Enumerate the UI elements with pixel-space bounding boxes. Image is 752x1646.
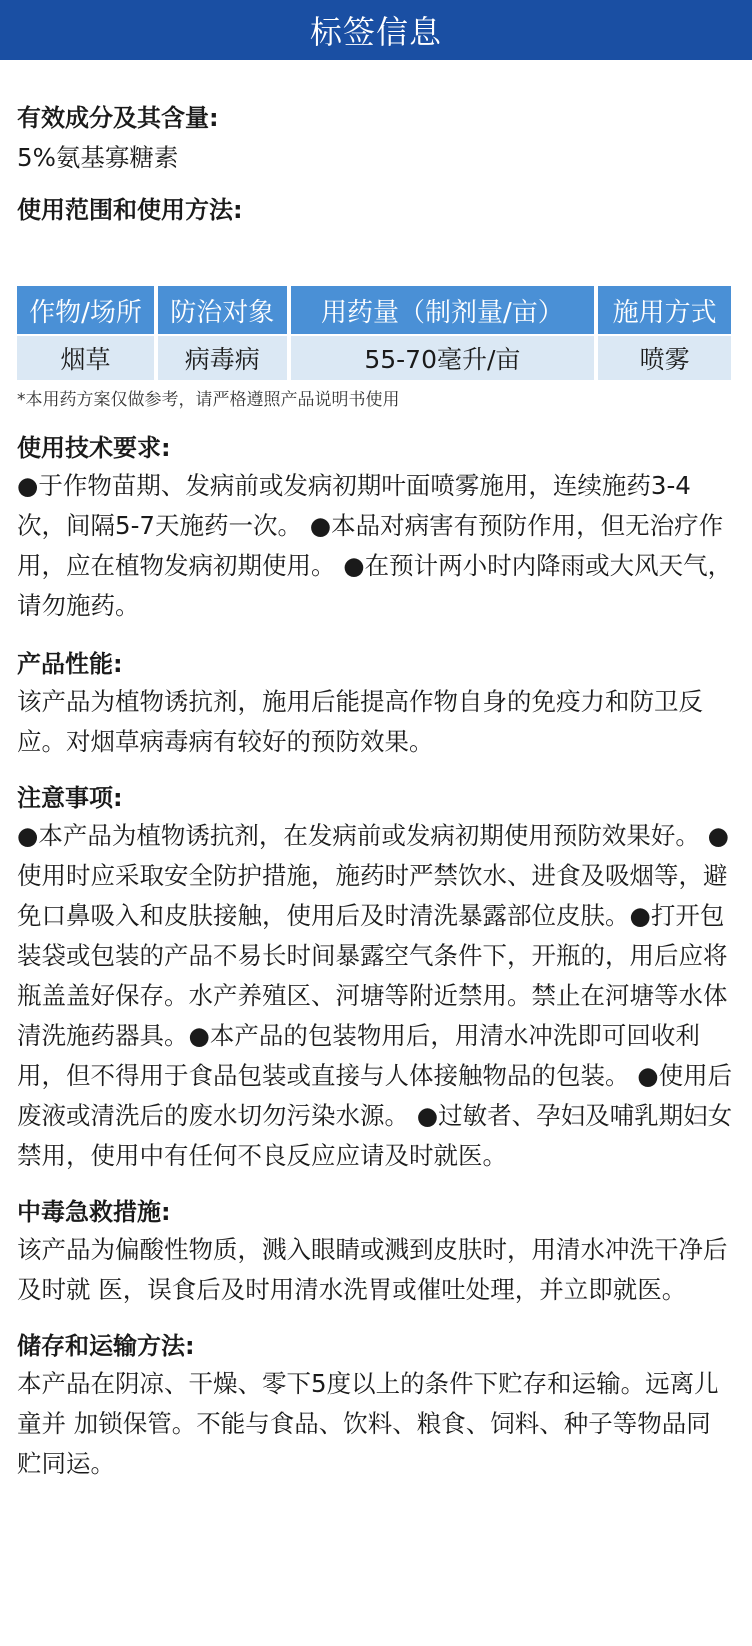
- technique-heading: 使用技术要求:: [17, 434, 171, 462]
- technique-body: ●于作物苗期、发病前或发病初期叶面喷雾施用，连续施药3-4次，间隔5-7天施药一次。 ●本品对病害有预防作用，但无治疗作用，应在植物发病初期使用。 ●在预计两小时内降雨或大风天气，请勿施药。: [17, 471, 733, 620]
- page-header: [0, 0, 752, 60]
- ingredients-section: [17, 100, 735, 178]
- column-header-target: 防治对象: [158, 286, 287, 334]
- storage-section: [17, 1328, 735, 1484]
- cell-method: 喷雾: [598, 336, 731, 380]
- column-header-dosage: 用药量（制剂量/亩）: [291, 286, 595, 334]
- ingredients-heading: 有效成分及其含量:: [17, 104, 219, 132]
- dosage-table-header: [17, 286, 731, 334]
- storage-heading: 储存和运输方法:: [17, 1332, 195, 1360]
- precautions-body: ●本产品为植物诱抗剂，在发病前或发病初期使用预防效果好。 ●使用时应采取安全防护措施，施药时严禁饮水、进食及吸烟等，避免口鼻吸入和皮肤接触，使用后及时清洗暴露部位皮肤。●打开包装袋或包装的产品不易长时间暴露空气条件下，开瓶的，用后应将瓶盖盖好保存。水产养殖区、河塘等附近禁用。禁止在河塘等水体清洗施药器具。●本产品的包装物用后，用清水冲洗即可回收利用，但不得用于食品包装或直接与人体接触物品的包装。 ●使用后废液或清洗后的废水切勿污染水源。 ●过敏者、孕妇及哺乳期妇女禁用，使用中有任何不良反应应请及时就医。: [17, 821, 733, 1170]
- first-aid-body: 该产品为偏酸性物质，溅入眼睛或溅到皮肤时，用清水冲洗干净后及时就 医，误食后及时用清水洗胃或催吐处理，并立即就医。: [17, 1235, 728, 1304]
- precautions-heading: 注意事项:: [17, 784, 123, 812]
- dosage-table: [13, 284, 735, 382]
- first-aid-heading: 中毒急救措施:: [17, 1198, 171, 1226]
- performance-section: [17, 646, 735, 762]
- page-title: 标签信息: [309, 13, 442, 51]
- ingredients-value: 5%氨基寡糖素: [17, 143, 179, 172]
- performance-heading: 产品性能:: [17, 650, 123, 678]
- first-aid-section: [17, 1194, 735, 1310]
- usage-heading: 使用范围和使用方法:: [17, 196, 243, 224]
- technique-section: [17, 430, 735, 626]
- usage-note: *本用药方案仅做参考，请严格遵照产品说明书使用: [17, 390, 400, 410]
- storage-body: 本产品在阴凉、干燥、零下5度以上的条件下贮存和运输。远离儿童并 加锁保管。不能与食品、饮料、粮食、饲料、种子等物品同贮同运。: [17, 1369, 719, 1478]
- cell-target: 病毒病: [158, 336, 287, 380]
- usage-section: [17, 192, 735, 412]
- table-row: [17, 336, 731, 380]
- label-content: [0, 100, 752, 1484]
- cell-crop: 烟草: [17, 336, 154, 380]
- cell-dosage: 55-70毫升/亩: [291, 336, 595, 380]
- precautions-section: [17, 780, 735, 1176]
- column-header-method: 施用方式: [598, 286, 731, 334]
- performance-body: 该产品为植物诱抗剂，施用后能提高作物自身的免疫力和防卫反应。对烟草病毒病有较好的预防效果。: [17, 687, 703, 756]
- column-header-crop: 作物/场所: [17, 286, 154, 334]
